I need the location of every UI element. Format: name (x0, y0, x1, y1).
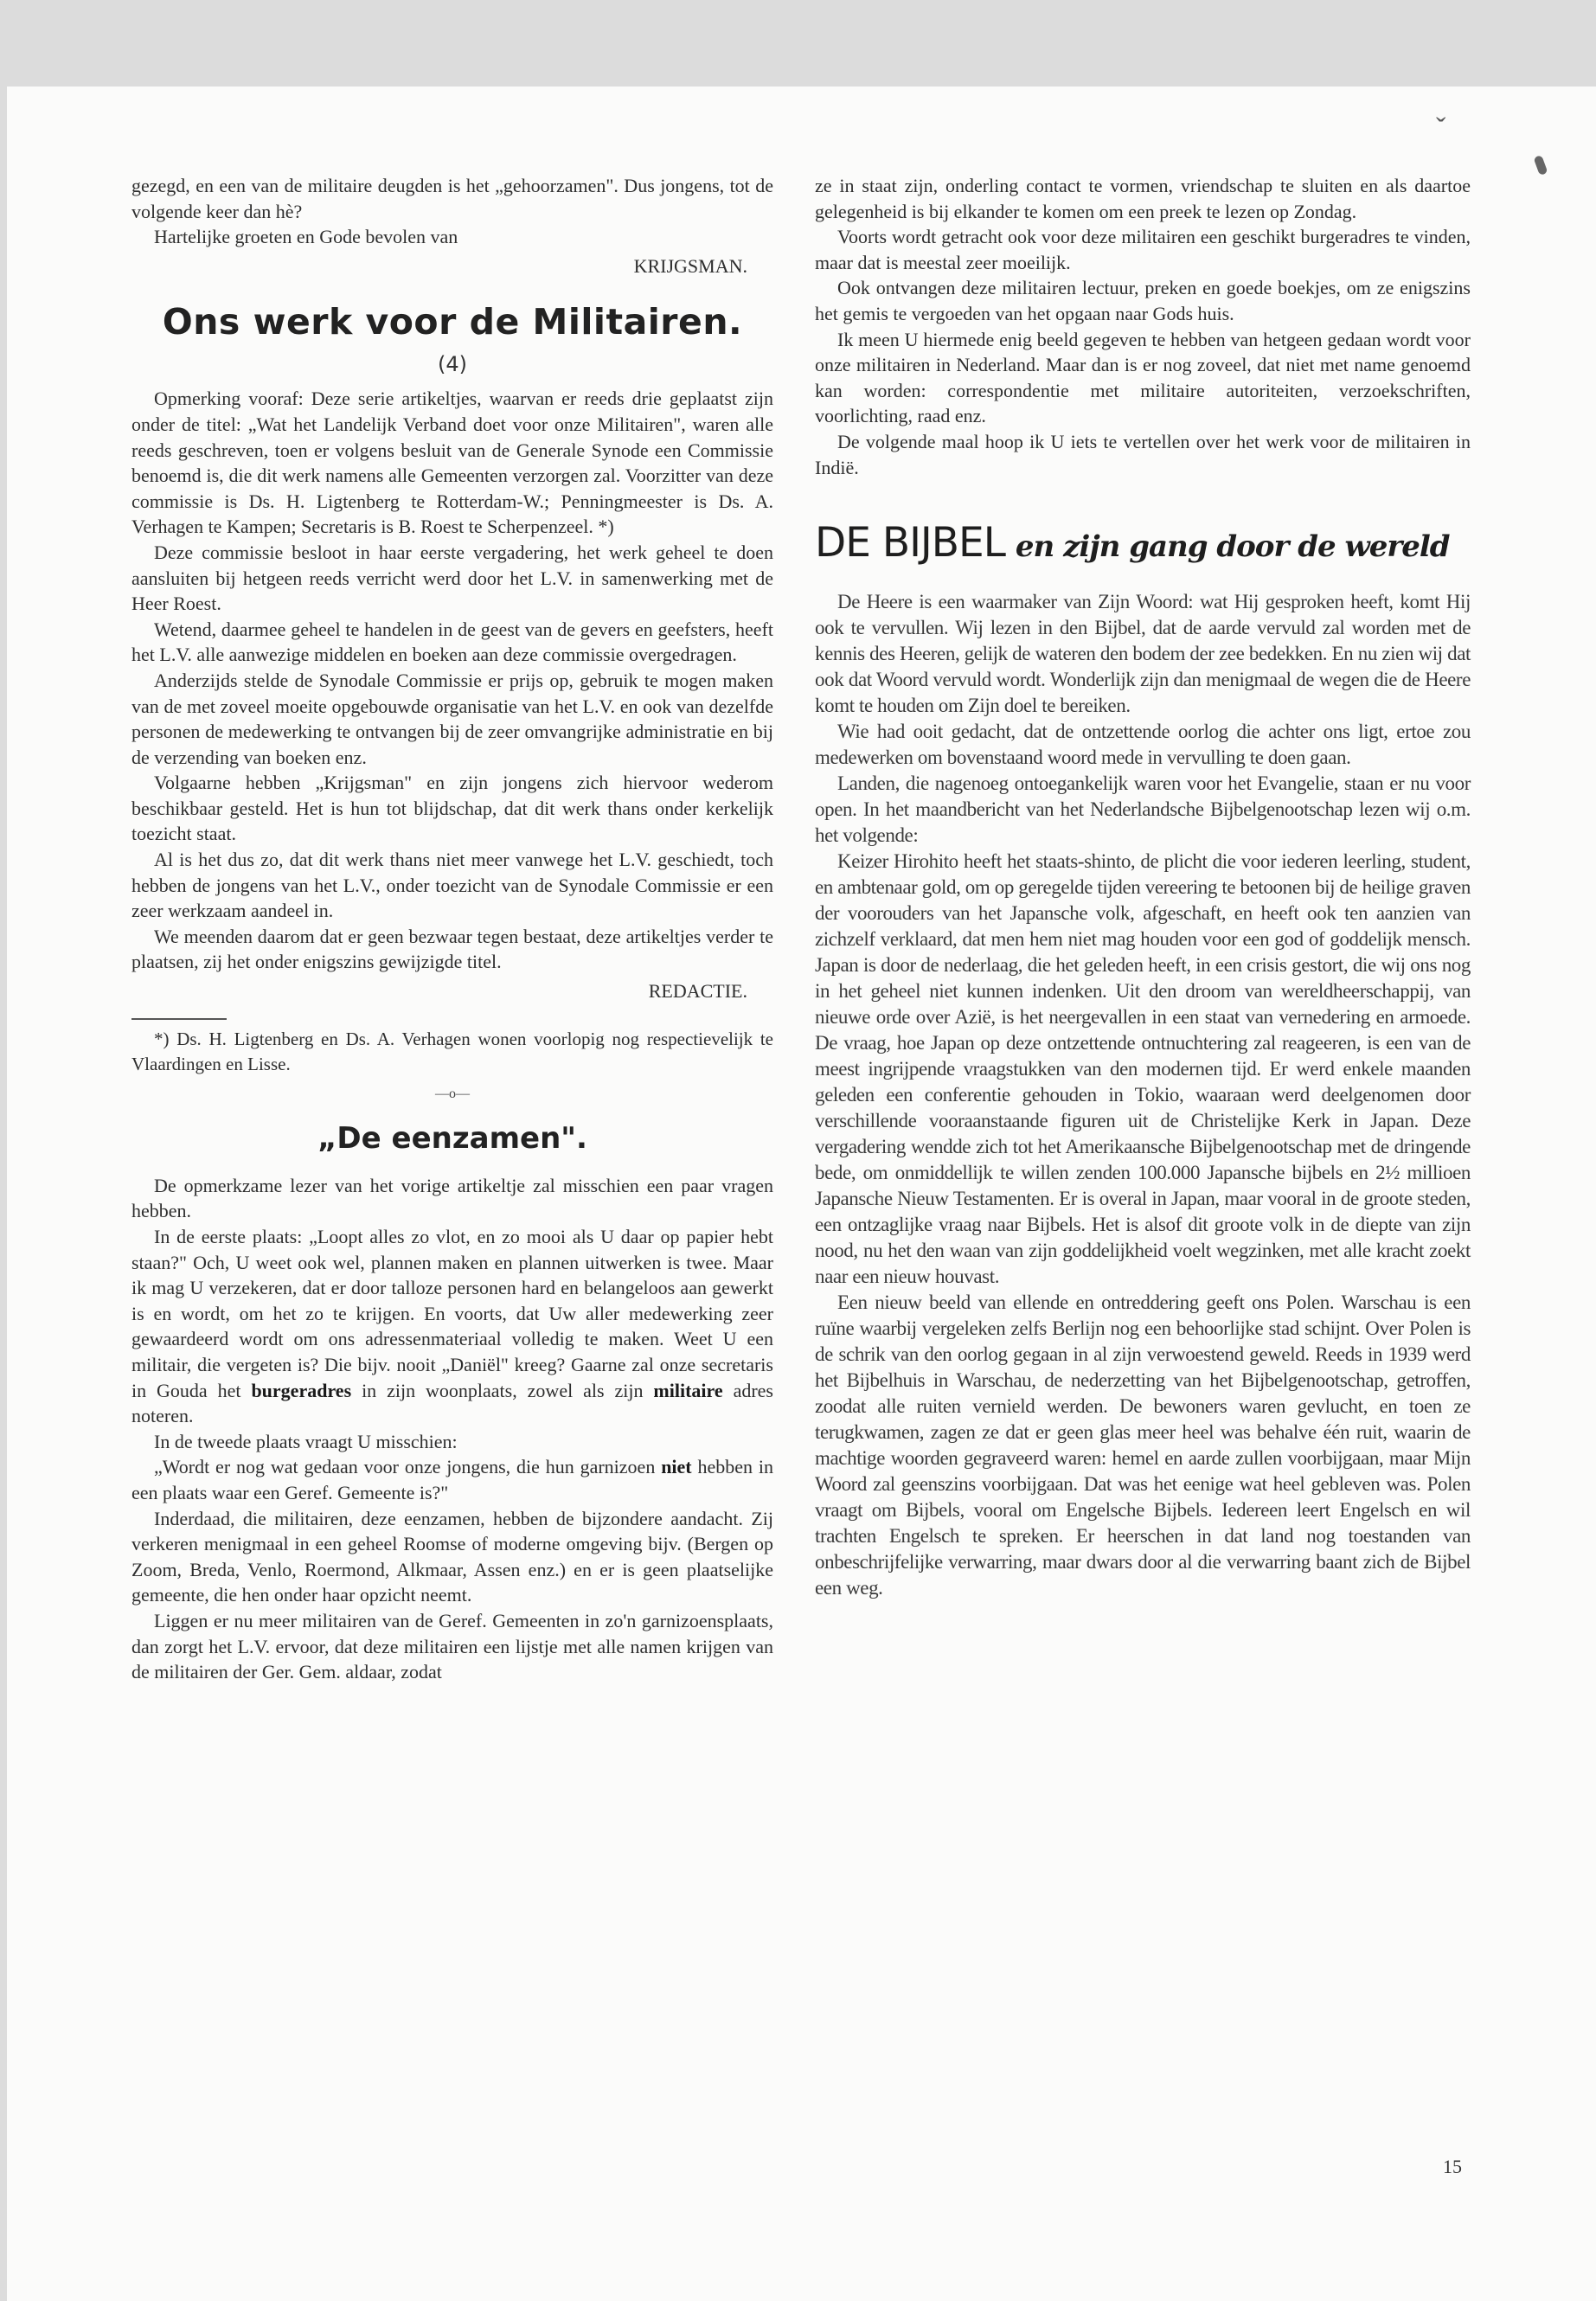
paragraph: Volgaarne hebben „Krijgsman" en zijn jongens zich hiervoor wederom beschikbaar gesteld. Het is hun tot blijdschap, dat dit werk thans onder kerkelijk toezicht staat. (131, 772, 773, 845)
scan-mark: ˇ (1436, 112, 1446, 144)
paragraph: In de tweede plaats vraagt U misschien: (154, 1430, 458, 1452)
paragraph: De volgende maal hoop ik U iets te vertellen over het werk voor de militairen in Indië. (815, 430, 1471, 478)
footnote: *) Ds. H. Ligtenberg en Ds. A. Verhagen wonen voorlopig nog respectievelijk te Vlaardingen en Lisse. (131, 1028, 773, 1075)
paragraph: De Heere is een waarmaker van Zijn Woord: wat Hij gesproken heeft, komt Hij ook te vervullen. Wij lezen in den Bijbel, dat de aarde vervuld zal worden met de kennis des Heeren, gelijk de wateren den bodem der zee bedekken. En nu zien wij dat ook dat Woord vervuld wordt. Wonderlijk zijn dan menigmaal de wegen die de Heere komt te houden om Zijn doel te bereiken. (815, 590, 1471, 716)
paragraph: Deze commissie besloot in haar eerste vergadering, het werk geheel te doen aansluiten bij hetgeen reeds verricht werd door het L.V. in samenwerking met de Heer Roest. (131, 541, 773, 615)
paragraph: De opmerkzame lezer van het vorige artikeltje zal misschien een paar vragen hebben. (131, 1174, 773, 1222)
text-run: in zijn woonplaats, zowel als zijn (351, 1379, 654, 1401)
paragraph: Keizer Hirohito heeft het staats-shinto, de plicht die voor iederen leerling, student, en ambtenaar gold, om op geregelde tijden vereering te betoonen bij de heilige graven der voorouders van het Japansche volk, afgeschaft, en heeft ook ten aanzien van zichzelf verklaard, dat men hem niet mag houden voor een god of goddelijk mensch. Japan is door de nederlaag, die het geleden heeft, in een crisis gestort, die wij ons nog in het geheel niet kunnen indenken. Uit den droom van wereldheerschappij, van nieuwe orde over Azië, is het neergevallen in een staat van vernedering en armoede. De vraag, hoe Japan op deze ontzettende ontnuchtering zal reageeren, is een van de meest ingrijpende vraagstukken van den modernen tijd. Er werd enkele maanden geleden een conferentie gehouden in Tokio, waaraan werd deelgenomen door verschillende vooraanstaande figuren uit de Christelijke Kerk in Japan. Deze vergadering wendde zich tot het Amerikaansche Bijbelgenootschap met de dringende bede, om onmiddellijk te willen zenden 100.000 Japansche bijbels en 2½ millioen Japansche Nieuw Testamenten. Er is overal in Japan, maar vooral in de groote steden, een ontzaglijke vraag naar Bijbels. Het is alsof dit groote volk in de diepte van zijn nood, nu het den waan van zijn goddelijkheid voelt wegzinken, met alle kracht zoekt naar een nieuw houvast. (815, 849, 1471, 1287)
article-title: „De eenzamen". (317, 1120, 587, 1156)
emphasis: niet (661, 1456, 692, 1478)
paragraph: Landen, die nagenoeg ontoegankelijk waren voor het Evangelie, staan er nu voor open. In het maandbericht van het Nederlandsche Bijbelgenootschap lezen wij o.m. het volgende: (815, 772, 1471, 846)
paragraph: Liggen er nu meer militairen van de Geref. Gemeenten in zo'n garnizoensplaats, dan zorgt het L.V. ervoor, dat deze militairen een lijstje met alle namen krijgen van de militairen der Ger. Gem. aldaar, zodat (131, 1609, 773, 1683)
article-title (815, 519, 1471, 567)
paragraph: Ik meen U hiermede enig beeld gegeven te hebben van hetgeen gedaan wordt voor onze militairen in Nederland. Maar dan is er nog zoveel, dat niet met name genoemd kan worden: correspondentie met militaire autoriteiten, verzoekschriften, voorlichting, raad enz. (815, 328, 1471, 427)
emphasis: burgeradres (251, 1379, 352, 1401)
title-script: en zijn gang door de wereld (1015, 529, 1450, 565)
article-title: Ons werk voor de Militairen. (162, 301, 743, 343)
signature: KRIJGSMAN. (633, 254, 747, 277)
paragraph: Inderdaad, die militairen, deze eenzamen, hebben de bijzondere aandacht. Zij verkeren menigmaal in een geheel Roomse of moderne omgeving bijv. (Bergen op Zoom, Breda, Venlo, Roermond, Alkmaar, Assen enz.) en er is geen plaatselijke gemeente, die hen onder haar opzicht neemt. (131, 1507, 773, 1606)
signature: REDACTIE. (648, 980, 747, 1003)
page-number: 15 (1443, 2156, 1462, 2177)
text-run: adres noteren. (131, 1379, 773, 1427)
text-run: „Wordt er nog wat gedaan voor onze jongens, die hun garnizoen (154, 1456, 662, 1478)
paragraph: Ook ontvangen deze militairen lectuur, preken en goede boekjes, om ze enigszins het gemis te vergoeden van het opgaan naar Gods huis. (815, 277, 1471, 324)
paragraph: Wie had ooit gedacht, dat de ontzettende oorlog die achter ons ligt, ertoe zou medewerken om bovenstaand woord mede in vervulling te doen gaan. (815, 720, 1471, 768)
paragraph: Opmerking vooraf: Deze serie artikeltjes, waarvan er reeds drie geplaatst zijn onder de titel: „Wat het Landelijk Verband doet voor onze Militairen", waren alle reeds geschreven, toen er volgens besluit van de Generale Synode een Commissie benoemd is, die dit werk namens alle Gemeenten verzorgen zal. Voorzitter van deze commissie is Ds. H. Ligtenberg te Rotterdam-W.; Penningmeester is Ds. A. Verhagen te Kampen; Secretaris is B. Roest te Scherpenzeel. *) (131, 388, 773, 538)
paragraph: We meenden daarom dat er geen bezwaar tegen bestaat, deze artikeltjes verder te plaatsen, zij het onder enigszins gewijzigde titel. (131, 925, 773, 973)
text-run: hebben in een plaats waar een Geref. Gemeente is?" (131, 1456, 773, 1503)
paragraph (131, 1454, 773, 1505)
paragraph: Hartelijke groeten en Gode bevolen van (154, 226, 458, 248)
footnote-rule (131, 1018, 227, 1020)
paragraph (131, 1380, 773, 1427)
paragraph: Een nieuw beeld van ellende en ontreddering geeft ons Polen. Warschau is een ruïne waarbij vergeleken zelfs Berlijn nog een behoorlijke stad schijnt. Over Polen is de schrik van den oorlog gegaan in al zijn verwoestend geweld. Reeds in 1939 werd het Bijbelhuis in Warschau, de nederzetting van het Bijbelgenootschap, getroffen, zoodat alle ruiten vernield werden. De bewoners waren gevlucht, en toen ze terugkwamen, zagen ze dat er geen glas meer heel was behalve één ruit, waarin de machtige woorden gegraveerd waren: hemel en aarde zullen voorbijgaan, maar Mijn Woord zal geenszins voorbijgaan. Dat was het eenige wat heel gebleven was. Polen vraagt om Bijbels, vooral om Engelsche Bijbels. Iedereen leert Engelsch en wil trachten Engelsch te spreken. Er heerschen in dat land nog toestanden van onbeschrijfelijke verwarring, maar dwars door al die verwarring baant zich de Bijbel een weg. (815, 1291, 1471, 1599)
paragraph: gezegd, en een van de militaire deugden is het „gehoorzamen". Dus jongens, tot de volgende keer dan hè? (131, 175, 773, 222)
right-column (815, 173, 1471, 1601)
article-part-number: (4) (438, 352, 467, 377)
paragraph: Al is het dus zo, dat dit werk thans niet meer vanwege het L.V. geschiedt, toch hebben de jongens van het L.V., onder toezicht van de Synodale Commissie er een zeer werkzaam aandeel in. (131, 849, 773, 922)
paragraph: ze in staat zijn, onderling contact te vormen, vriendschap te sluiten en als daartoe gelegenheid is bij elkander te komen om een preek te lezen op Zondag. (815, 175, 1471, 222)
emphasis: militaire (653, 1379, 723, 1401)
left-column (131, 173, 773, 1685)
paragraph: Wetend, daarmee geheel te handelen in de geest van de gevers en geefsters, heeft het L.V. alle aanwezige middelen en boeken aan deze commissie overgedragen. (131, 618, 773, 666)
paragraph: In de eerste plaats: „Loopt alles zo vlot, en zo mooi als U daar op papier hebt staan?" Och, U weet ook wel, plannen maken en plannen uitwerken is twee. Maar ik mag U verzekeren, dat er door talloze personen hard en belangeloos aan gewerkt is en wordt, om het zo te krijgen. En voorts, dat Uw aller medewerking zeer gewaardeerd wordt om ons adressenmateriaal volledig te maken. Weet U een militair, die vergeten is? Die bijv. nooit „Daniël" kreeg? Gaarne zal onze secretaris in Gouda het burgeradres in zijn woonplaats, zowel als zijn militaire adres noteren. (131, 1226, 773, 1427)
title-main: DE BIJBEL (815, 519, 1005, 567)
section-divider: —o— (435, 1086, 470, 1101)
paragraph: Voorts wordt getracht ook voor deze militairen een geschikt burgeradres te vinden, maar dat is meestal zeer moeilijk. (815, 226, 1471, 273)
paragraph: Anderzijds stelde de Synodale Commissie er prijs op, gebruik te mogen maken van de met zoveel moeite opgebouwde organisatie van het L.V. en ook van dezelfde personen de medewerking te ontvangen bij de zeer omvangrijke administratie en bij de verzending van boeken enz. (131, 669, 773, 768)
